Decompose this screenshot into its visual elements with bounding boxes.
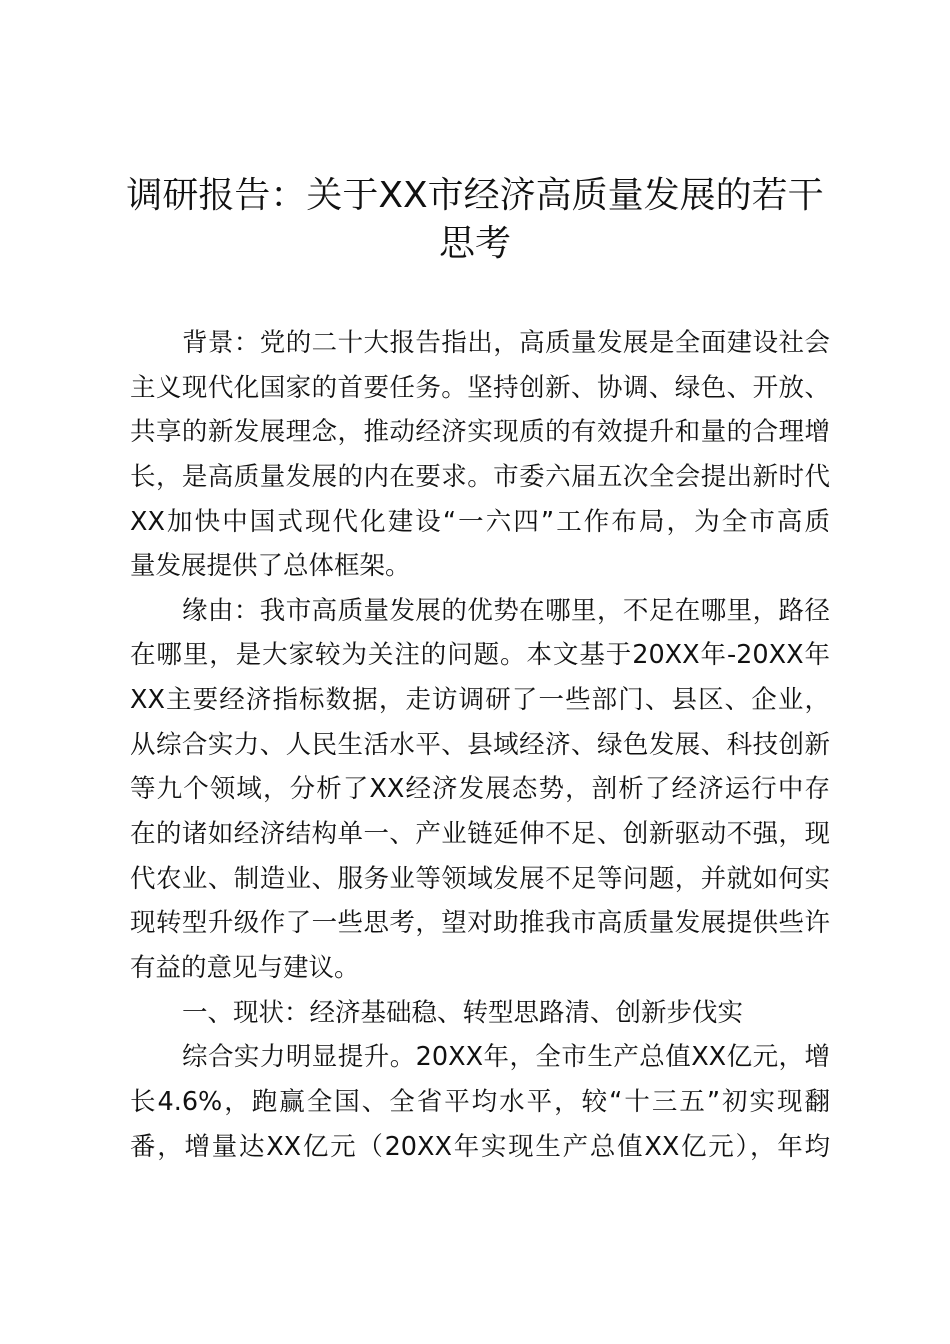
section-heading bbox=[130, 991, 830, 1036]
text-line: 背景：党的二十大报告指出，高质量发展是全面建设社会 bbox=[182, 328, 830, 358]
text-line: 现转型升级作了一些思考，望对助推我市高质量发展提供些许 bbox=[130, 908, 830, 939]
text-line: 番，增量达XX亿元（20XX年实现生产总值XX亿元），年均 bbox=[130, 1131, 830, 1162]
text-line: 从综合实力、人民生活水平、县域经济、绿色发展、科技创新 bbox=[130, 729, 830, 760]
text-line: XX加快中国式现代化建设“一六四”工作布局，为全市高质 bbox=[130, 506, 830, 537]
text-line: 共享的新发展理念，推动经济实现质的有效提升和量的合理增 bbox=[130, 417, 830, 448]
text-line: 量发展提供了总体框架。 bbox=[130, 551, 411, 582]
text-line: XX主要经济指标数据，走访调研了一些部门、县区、企业， bbox=[130, 685, 830, 716]
title-line: 调研报告：关于XX市经济高质量发展的若干 bbox=[126, 175, 824, 216]
text-line: 长，是高质量发展的内在要求。市委六届五次全会提出新时代 bbox=[130, 461, 830, 492]
paragraph-reason bbox=[130, 589, 830, 991]
text-line: 在的诸如经济结构单一、产业链延伸不足、创新驱动不强，现 bbox=[130, 819, 830, 850]
text-line: 综合实力明显提升。20XX年，全市生产总值XX亿元，增 bbox=[182, 1042, 830, 1073]
paragraph-background bbox=[130, 321, 830, 589]
heading-line: 一、现状：经济基础稳、转型思路清、创新步伐实 bbox=[182, 997, 744, 1028]
document-body bbox=[130, 321, 830, 1169]
title-line: 思考 bbox=[438, 223, 511, 264]
text-line: 缘由：我市高质量发展的优势在哪里，不足在哪里，路径 bbox=[182, 595, 830, 626]
text-line: 有益的意见与建议。 bbox=[130, 952, 360, 983]
text-line: 长4.6%，跑赢全国、全省平均水平，较“十三五”初实现翻 bbox=[130, 1086, 830, 1117]
document-title bbox=[100, 172, 850, 268]
paragraph-strength bbox=[130, 1035, 830, 1169]
text-line: 代农业、制造业、服务业等领域发展不足等问题，并就如何实 bbox=[130, 863, 830, 894]
text-line: 等九个领域，分析了XX经济发展态势，剖析了经济运行中存 bbox=[130, 774, 830, 805]
text-line: 主义现代化国家的首要任务。坚持创新、协调、绿色、开放、 bbox=[130, 372, 830, 403]
text-line: 在哪里，是大家较为关注的问题。本文基于20XX年-20XX年 bbox=[130, 640, 830, 671]
